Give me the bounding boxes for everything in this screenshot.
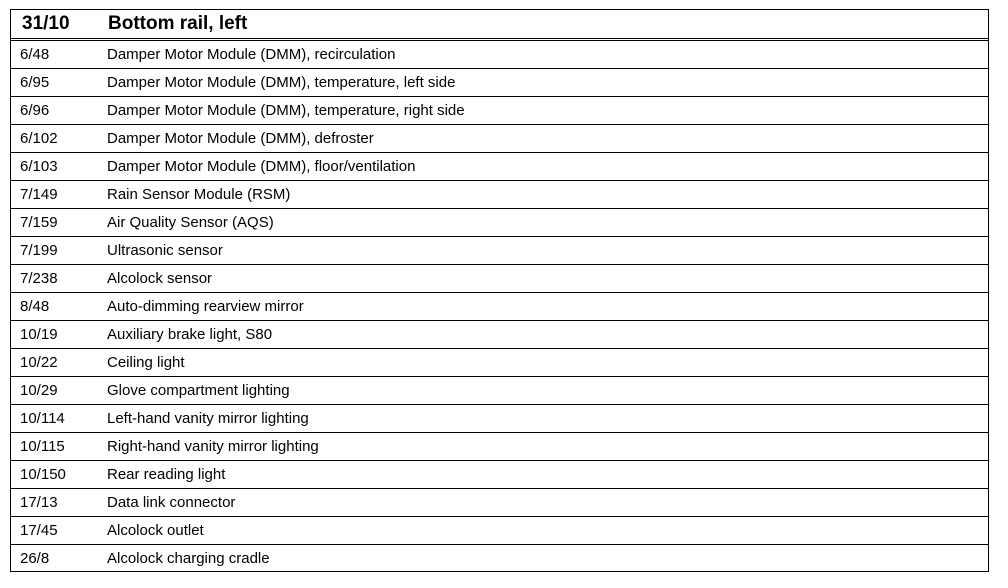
row-code: 10/150 [20, 466, 66, 483]
row-description: Rain Sensor Module (RSM) [107, 186, 291, 203]
table-row [11, 69, 988, 97]
table-row [11, 321, 988, 349]
table-row [11, 349, 988, 377]
row-code: 6/48 [20, 46, 50, 63]
table-row [11, 489, 988, 517]
row-description: Right-hand vanity mirror lighting [107, 438, 319, 455]
table-row [11, 405, 988, 433]
row-code: 10/22 [20, 354, 58, 371]
component-table [10, 9, 989, 572]
row-code: 7/149 [20, 186, 58, 203]
table-row [11, 517, 988, 545]
row-code: 6/102 [20, 130, 58, 147]
row-code: 7/199 [20, 242, 58, 259]
table-row [11, 97, 988, 125]
row-code: 10/19 [20, 326, 58, 343]
row-code: 26/8 [20, 550, 50, 567]
table-row [11, 545, 988, 573]
row-code: 17/45 [20, 522, 58, 539]
row-code: 8/48 [20, 298, 50, 315]
row-code: 7/159 [20, 214, 58, 231]
table-header [11, 10, 988, 41]
row-description: Damper Motor Module (DMM), temperature, left side [107, 74, 456, 91]
row-code: 10/114 [20, 410, 65, 427]
table-row [11, 181, 988, 209]
row-description: Ceiling light [107, 354, 185, 371]
table-row [11, 41, 988, 69]
row-code: 17/13 [20, 494, 58, 511]
table-body [11, 41, 988, 573]
row-description: Air Quality Sensor (AQS) [107, 214, 274, 231]
row-code: 10/115 [20, 438, 65, 455]
table-row [11, 153, 988, 181]
row-code: 6/96 [20, 102, 50, 119]
row-description: Auto-dimming rearview mirror [107, 298, 304, 315]
table-row [11, 209, 988, 237]
row-code: 6/103 [20, 158, 58, 175]
row-description: Damper Motor Module (DMM), temperature, right side [107, 102, 465, 119]
table-row [11, 433, 988, 461]
row-description: Rear reading light [107, 466, 226, 483]
row-description: Ultrasonic sensor [107, 242, 223, 259]
row-description: Glove compartment lighting [107, 382, 290, 399]
table-row [11, 125, 988, 153]
row-description: Left-hand vanity mirror lighting [107, 410, 309, 427]
table-row [11, 237, 988, 265]
row-description: Damper Motor Module (DMM), recirculation [107, 46, 396, 63]
row-description: Alcolock sensor [107, 270, 213, 287]
table-row [11, 265, 988, 293]
header-code: 31/10 [22, 13, 70, 34]
table-row [11, 377, 988, 405]
row-description: Data link connector [107, 494, 236, 511]
header-title: Bottom rail, left [108, 13, 248, 34]
row-description: Alcolock charging cradle [107, 550, 270, 567]
row-description: Damper Motor Module (DMM), floor/ventilation [107, 158, 416, 175]
table-row [11, 293, 988, 321]
row-description: Alcolock outlet [107, 522, 204, 539]
row-code: 10/29 [20, 382, 58, 399]
row-description: Damper Motor Module (DMM), defroster [107, 130, 374, 147]
row-code: 6/95 [20, 74, 50, 91]
row-description: Auxiliary brake light, S80 [107, 326, 273, 343]
row-code: 7/238 [20, 270, 58, 287]
table-row [11, 461, 988, 489]
